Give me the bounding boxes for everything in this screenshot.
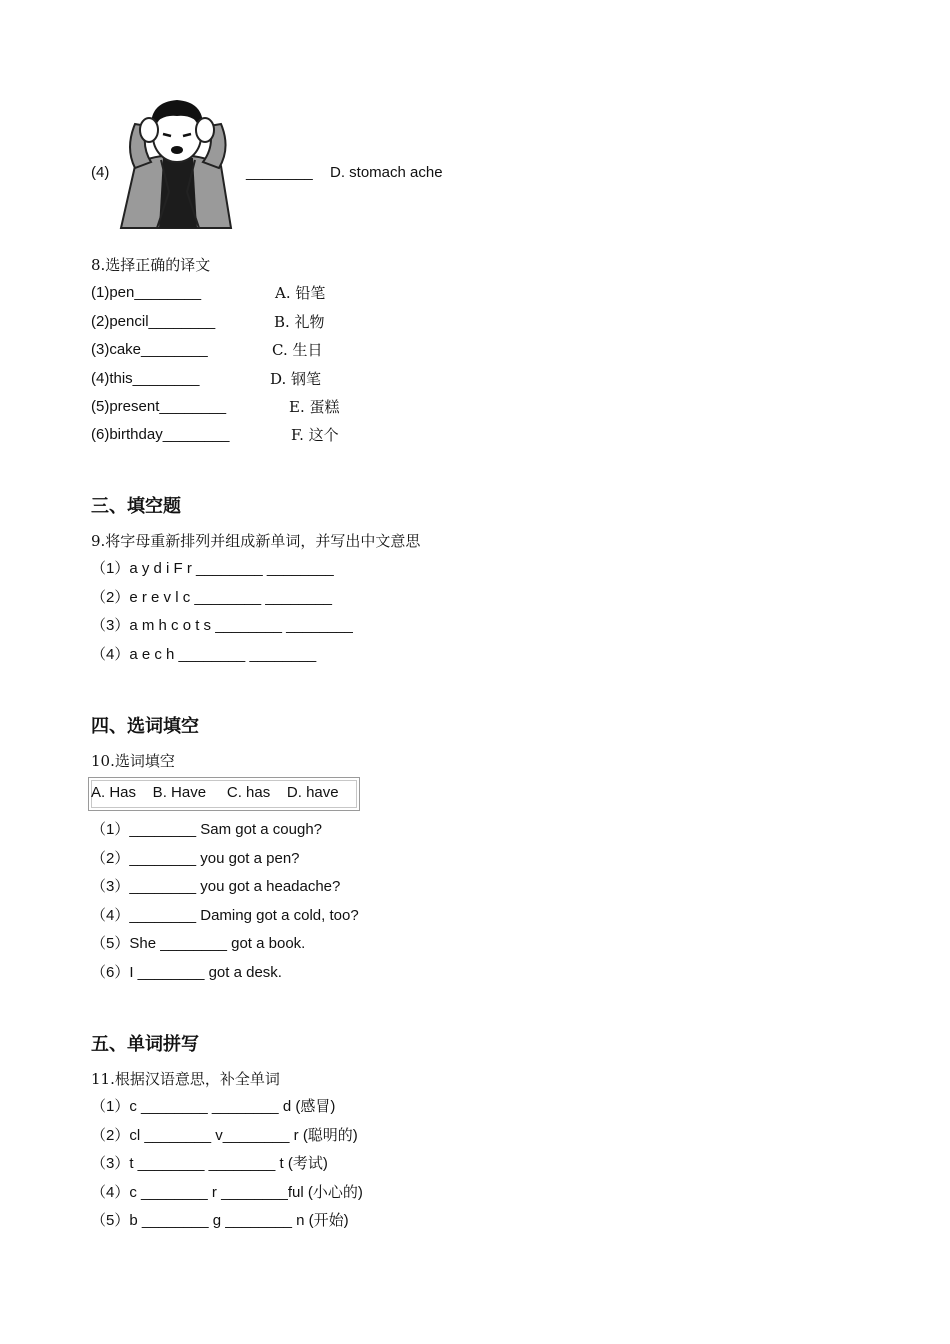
q9-item: （4）a e c h ________ ________ [91, 646, 317, 663]
q9-item: （2）e r e v l c ________ ________ [91, 589, 333, 606]
section-heading: 三、填空题 [91, 496, 181, 517]
q11-item: （5）b ________ g ________ n (开始) [91, 1212, 349, 1229]
q11-title: 11.根据汉语意思，补全单词 [91, 1070, 280, 1088]
q10-item: （4）________ Daming got a cold, too? [91, 907, 359, 924]
q10-item: （5）She ________ got a book. [91, 935, 306, 952]
q10-item: （2）________ you got a pen? [91, 850, 300, 867]
q11-item: （1）c ________ ________ d (感冒) [91, 1098, 336, 1115]
q8-option: E. 蛋糕 [289, 398, 340, 416]
q11-item: （3）t ________ ________ t (考试) [91, 1155, 328, 1172]
q7-item4-blank: ________ [246, 164, 313, 181]
q9-item: （3）a m h c o t s ________ ________ [91, 617, 353, 634]
boy-covering-ears-illustration [113, 96, 241, 236]
q10-item: （1）________ Sam got a cough? [91, 821, 322, 838]
q10-item: （6）I ________ got a desk. [91, 964, 282, 981]
q8-word: (6)birthday________ [91, 426, 230, 443]
q8-word: (4)this________ [91, 370, 200, 387]
q10-title: 10.选词填空 [91, 752, 175, 770]
q8-word: (5)present________ [91, 398, 227, 415]
section-heading: 四、选词填空 [91, 716, 199, 737]
word-choice-box [88, 777, 360, 811]
q8-word: (3)cake________ [91, 341, 208, 358]
q8-option: F. 这个 [291, 426, 339, 444]
q11-item: （2）cl ________ v________ r (聪明的) [91, 1127, 358, 1144]
q8-option: A. 铅笔 [275, 284, 326, 302]
section-heading: 五、单词拼写 [91, 1034, 199, 1055]
q8-option: D. 钢笔 [270, 370, 322, 388]
q9-item: （1）a y d i F r ________ ________ [91, 560, 334, 577]
q9-title: 9.将字母重新排列并组成新单词，并写出中文意思 [91, 532, 421, 550]
q8-word: (1)pen________ [91, 284, 202, 301]
q7-item4-number: (4) [91, 164, 110, 181]
q11-item: （4）c ________ r ________ful (小心的) [91, 1184, 363, 1201]
word-choice-options: A. Has B. Have C. has D. have [91, 784, 339, 801]
q7-item4-option: D. stomach ache [330, 164, 443, 181]
q8-option: B. 礼物 [274, 313, 325, 331]
q10-item: （3）________ you got a headache? [91, 878, 341, 895]
q8-title: 8.选择正确的译文 [91, 256, 211, 274]
q8-option: C. 生日 [272, 341, 323, 359]
q8-word: (2)pencil________ [91, 313, 216, 330]
